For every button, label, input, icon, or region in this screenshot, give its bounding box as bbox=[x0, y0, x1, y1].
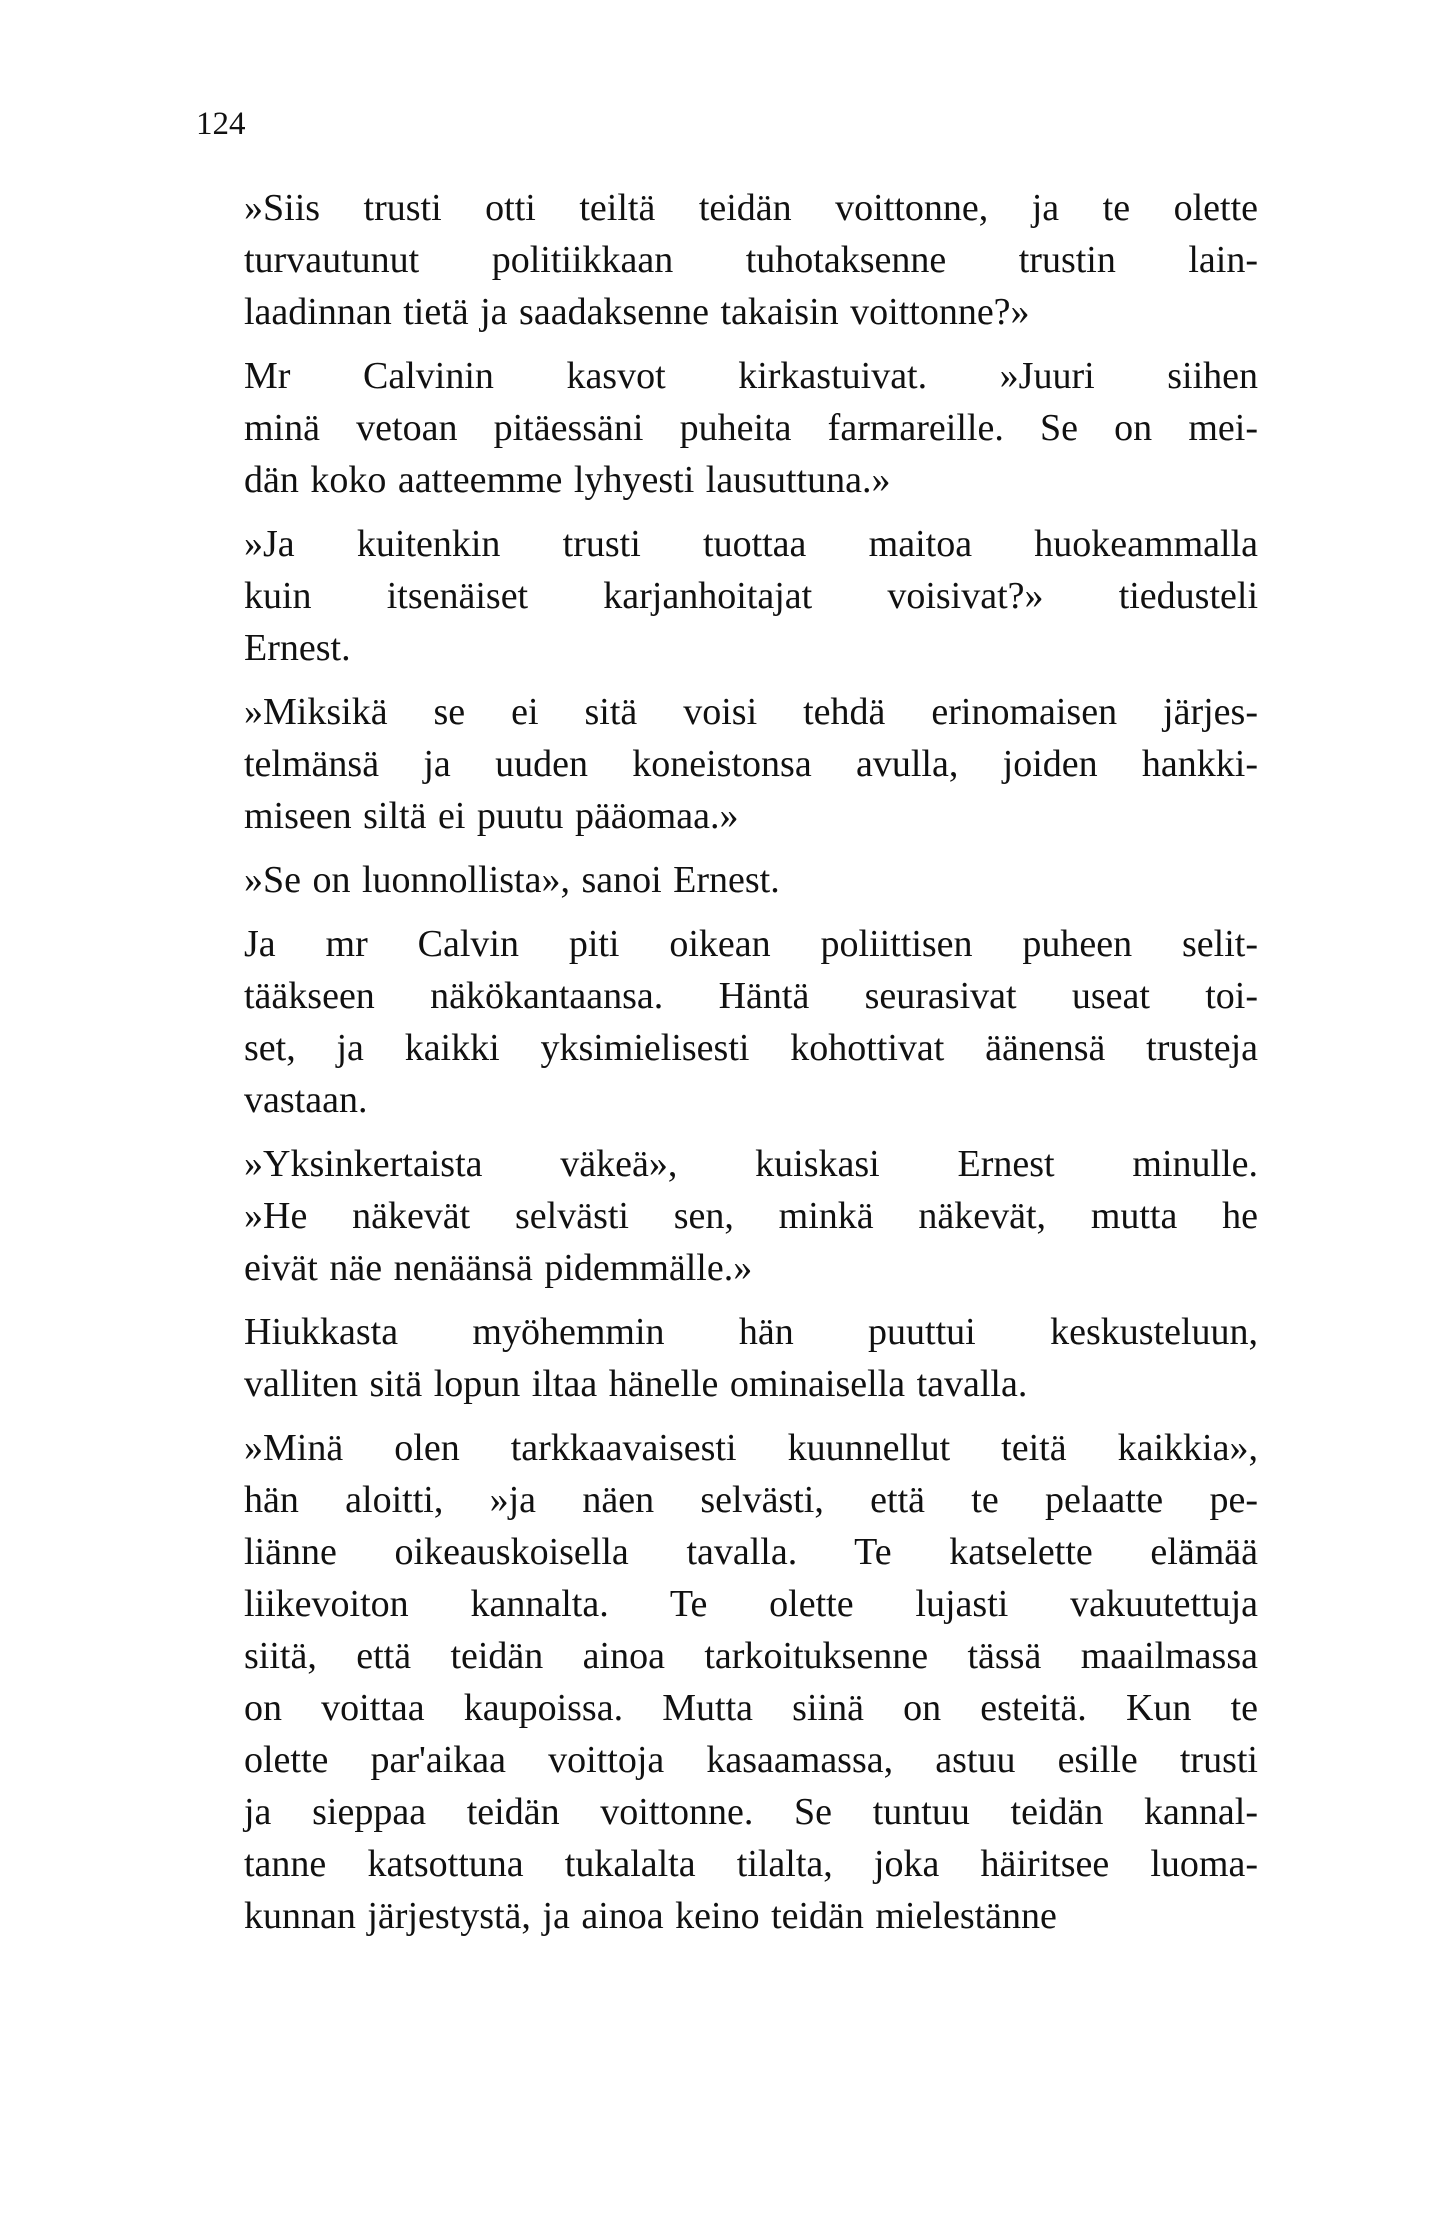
text-line: Ja mr Calvin piti oikean poliittisen puheen selit- bbox=[244, 923, 1258, 965]
paragraph bbox=[188, 686, 1258, 842]
text-line: Hiukkasta myöhemmin hän puuttui keskusteluun, bbox=[244, 1311, 1258, 1353]
text-line: miseen siltä ei puutu pääomaa.» bbox=[244, 795, 739, 837]
text-line: set, ja kaikki yksimielisesti kohottivat äänensä trusteja bbox=[244, 1027, 1258, 1069]
paragraph bbox=[188, 1306, 1258, 1410]
text-line: kunnan järjestystä, ja ainoa keino teidän mielestänne bbox=[244, 1895, 1057, 1937]
text-line: tääkseen näkökantaansa. Häntä seurasivat useat toi- bbox=[244, 975, 1258, 1017]
text-line: »Se on luonnollista», sanoi Ernest. bbox=[244, 859, 780, 901]
paragraph bbox=[188, 350, 1258, 506]
text-line: »Minä olen tarkkaavaisesti kuunnellut teitä kaikkia», bbox=[244, 1427, 1258, 1469]
paragraph bbox=[188, 854, 1258, 906]
text-line: hän aloitti, »ja näen selvästi, että te pelaatte pe- bbox=[244, 1479, 1258, 1521]
text-line: liänne oikeauskoisella tavalla. Te katselette elämää bbox=[244, 1531, 1258, 1573]
paragraph bbox=[188, 918, 1258, 1126]
text-line: valliten sitä lopun iltaa hänelle ominaisella tavalla. bbox=[244, 1363, 1028, 1405]
text-line: liikevoiton kannalta. Te olette lujasti vakuutettuja bbox=[244, 1583, 1258, 1625]
text-line: laadinnan tietä ja saadaksenne takaisin voittonne?» bbox=[244, 291, 1030, 333]
page-number: 124 bbox=[196, 106, 246, 142]
text-line: telmänsä ja uuden koneistonsa avulla, joiden hankki- bbox=[244, 743, 1258, 785]
text-line: Ernest. bbox=[244, 627, 351, 669]
text-line: »He näkevät selvästi sen, minkä näkevät, mutta he bbox=[244, 1195, 1258, 1237]
text-line: eivät näe nenäänsä pidemmälle.» bbox=[244, 1247, 753, 1289]
paragraph bbox=[188, 1138, 1258, 1294]
text-line: siitä, että teidän ainoa tarkoituksenne tässä maailmassa bbox=[244, 1635, 1258, 1677]
paragraph bbox=[188, 518, 1258, 674]
text-line: tanne katsottuna tukalalta tilalta, joka häiritsee luoma- bbox=[244, 1843, 1258, 1885]
text-line: on voittaa kaupoissa. Mutta siinä on esteitä. Kun te bbox=[244, 1687, 1258, 1729]
body-text bbox=[188, 182, 1258, 1942]
text-line: »Yksinkertaista väkeä», kuiskasi Ernest minulle. bbox=[244, 1143, 1258, 1185]
text-line: »Miksikä se ei sitä voisi tehdä erinomaisen järjes- bbox=[244, 691, 1258, 733]
text-line: olette par'aikaa voittoja kasaamassa, astuu esille trusti bbox=[244, 1739, 1258, 1781]
text-line: Mr Calvinin kasvot kirkastuivat. »Juuri siihen bbox=[244, 355, 1258, 397]
text-line: turvautunut politiikkaan tuhotaksenne trustin lain- bbox=[244, 239, 1258, 281]
text-line: ja sieppaa teidän voittonne. Se tuntuu teidän kannal- bbox=[244, 1791, 1258, 1833]
text-line: minä vetoan pitäessäni puheita farmareille. Se on mei- bbox=[244, 407, 1258, 449]
text-line: »Siis trusti otti teiltä teidän voittonne, ja te olette bbox=[244, 187, 1258, 229]
paragraph bbox=[188, 1422, 1258, 1942]
text-line: »Ja kuitenkin trusti tuottaa maitoa huokeammalla bbox=[244, 523, 1258, 565]
text-line: kuin itsenäiset karjanhoitajat voisivat?» tiedusteli bbox=[244, 575, 1258, 617]
paragraph bbox=[188, 182, 1258, 338]
text-line: dän koko aatteemme lyhyesti lausuttuna.» bbox=[244, 459, 891, 501]
text-line: vastaan. bbox=[244, 1079, 368, 1121]
